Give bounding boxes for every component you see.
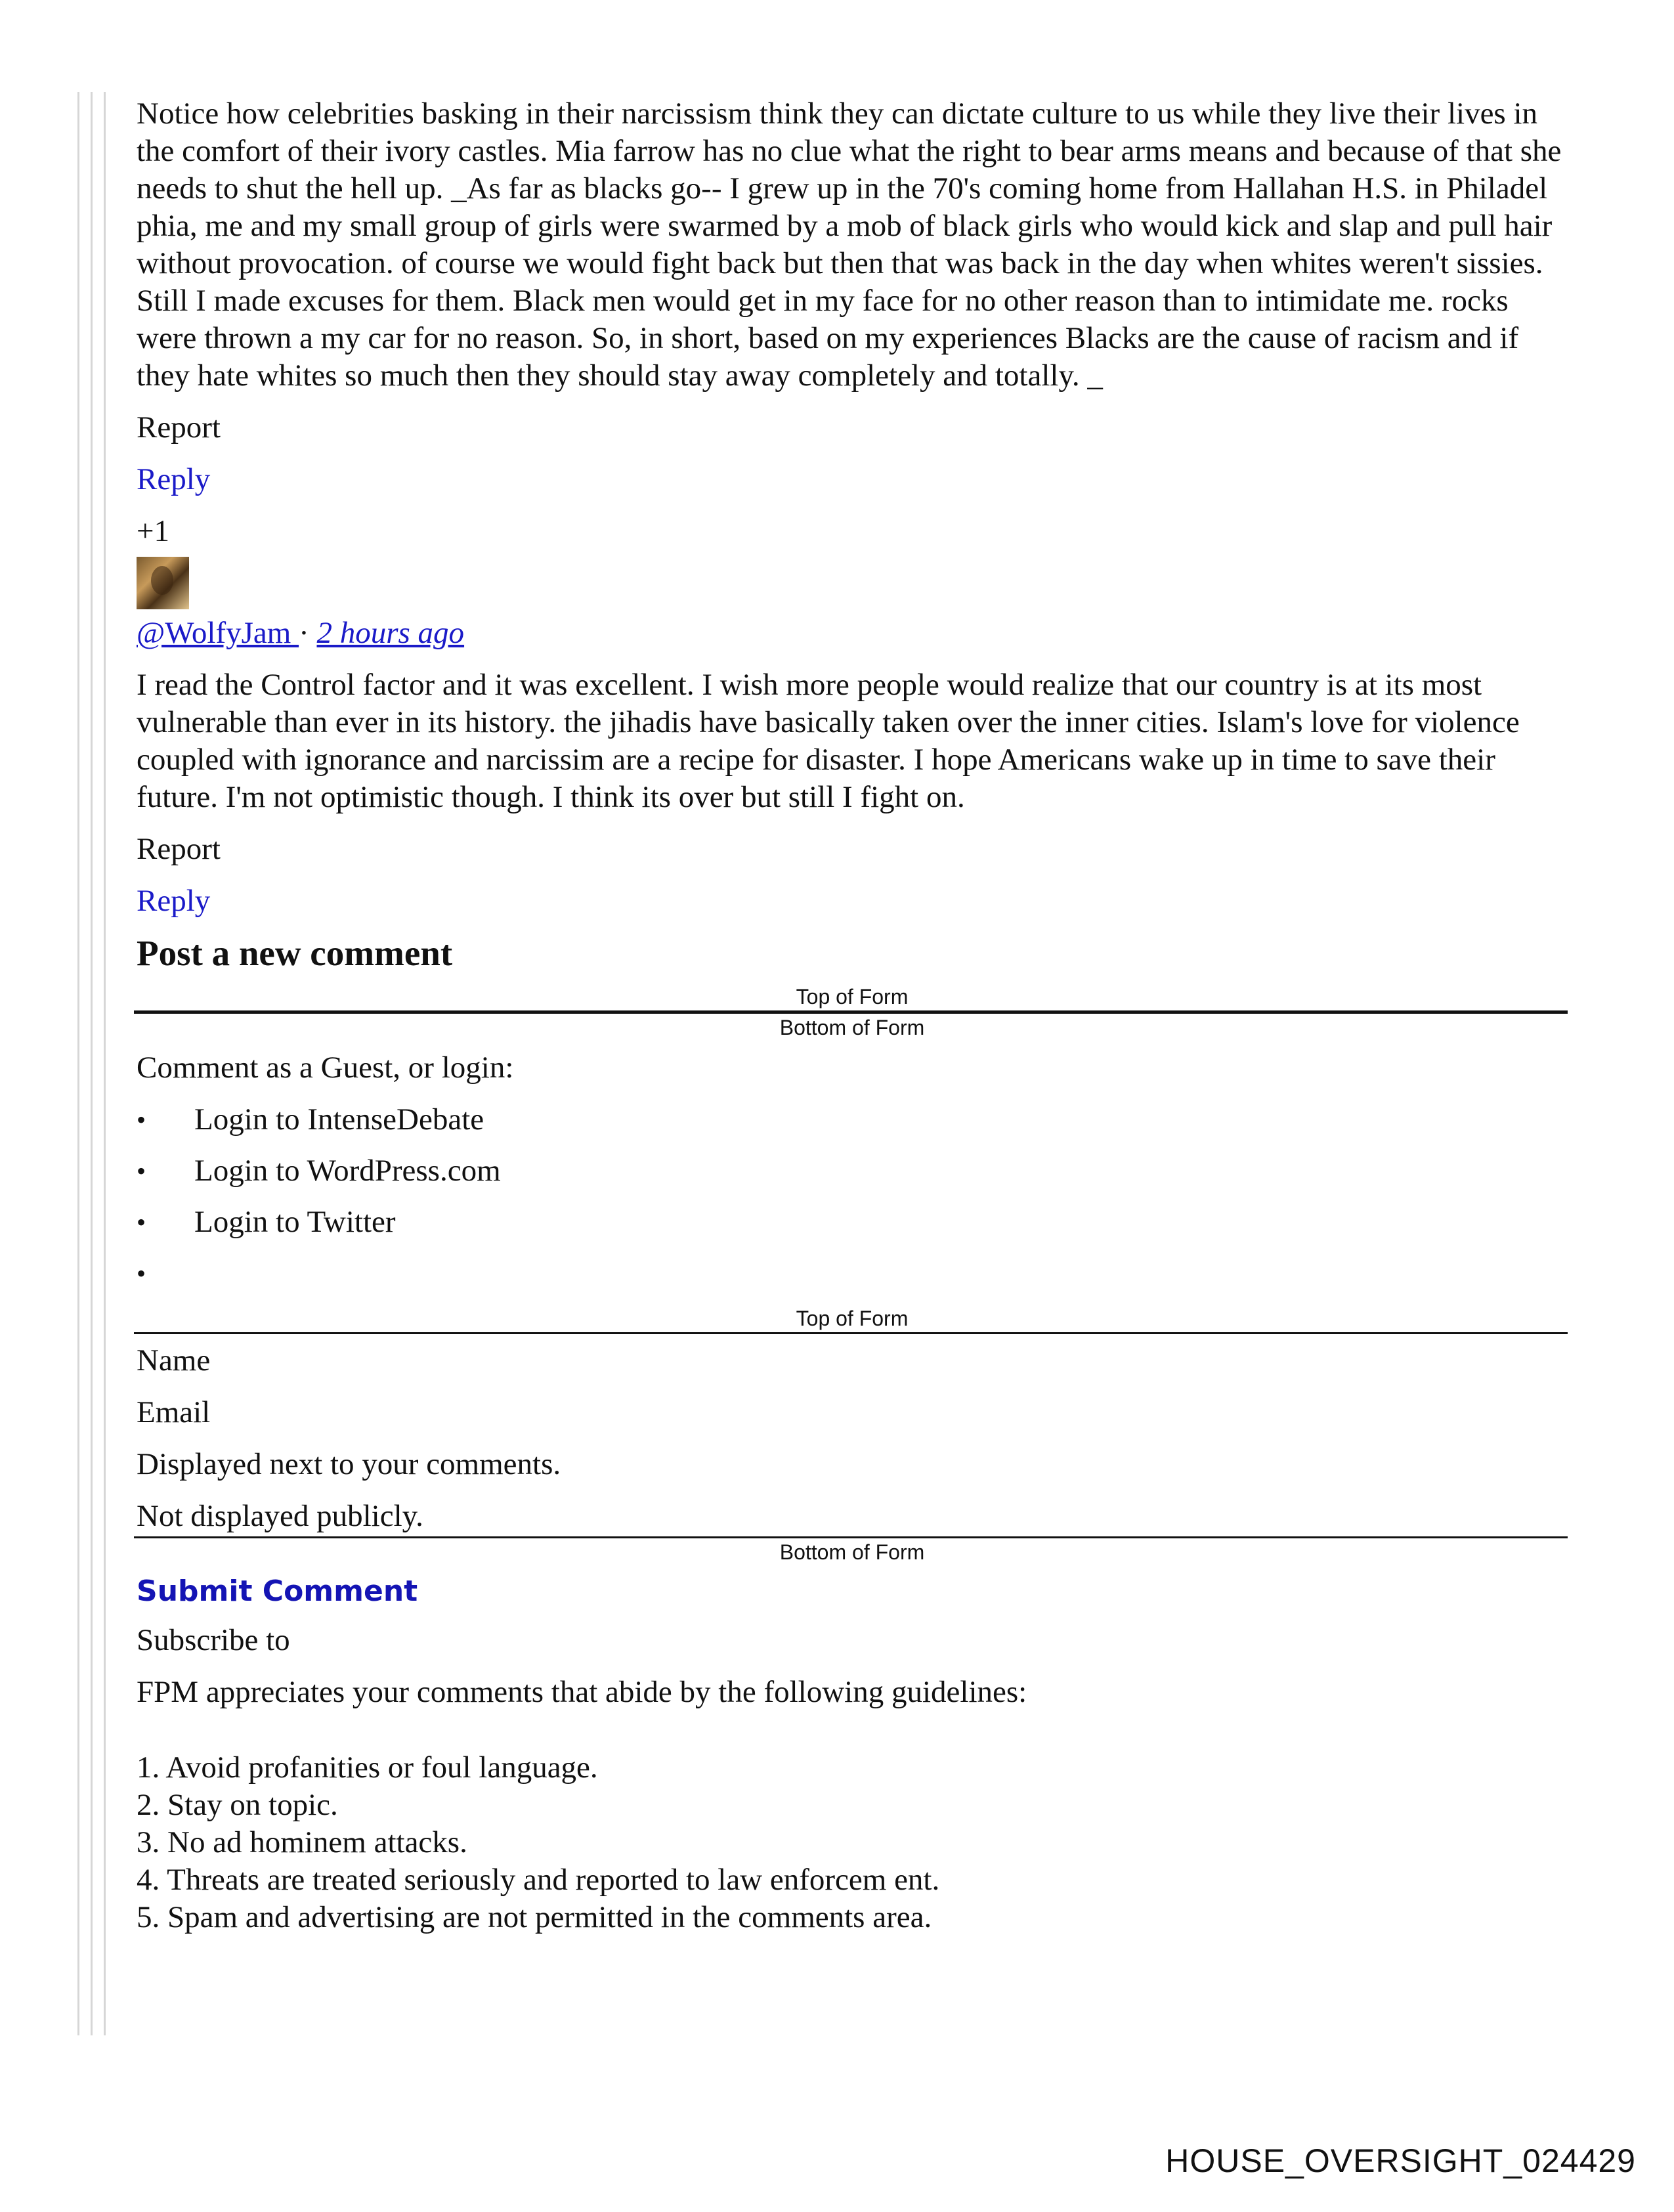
form-boundary-top [137, 984, 1568, 1040]
comment [137, 557, 1568, 920]
meta-separator: · [299, 616, 317, 650]
timestamp-link[interactable]: 2 hours ago [316, 616, 465, 650]
submit-comment-button[interactable]: Submit Comment [137, 1574, 418, 1608]
bottom-of-form-label: Bottom of Form [779, 1540, 925, 1564]
document-id: HOUSE_OVERSIGHT_024429 [1165, 2142, 1636, 2179]
login-options [137, 1101, 1568, 1292]
bottom-of-form-label: Bottom of Form [779, 1016, 925, 1039]
form-divider [134, 1010, 1568, 1014]
report-link[interactable]: Report [137, 832, 221, 866]
name-hint: Displayed next to your comments. [137, 1447, 561, 1481]
avatar[interactable] [137, 557, 189, 609]
author-link[interactable]: @WolfyJam [137, 616, 299, 650]
login-wordpress[interactable]: • Login to WordPress.com [137, 1152, 1568, 1190]
comments-column [137, 95, 1568, 1936]
comment [137, 95, 1568, 550]
guideline-item: 1. Avoid profanities or foul language. [137, 1750, 598, 1785]
login-intensedebate[interactable]: • Login to IntenseDebate [137, 1101, 1568, 1139]
form-boundary-guest [137, 1306, 1568, 1334]
form-divider [134, 1332, 1568, 1334]
guideline-item: 3. No ad hominem attacks. [137, 1825, 467, 1859]
form-divider [134, 1536, 1568, 1538]
report-link[interactable]: Report [137, 410, 221, 445]
email-label: Email [137, 1395, 211, 1429]
guideline-item: 4. Threats are treated seriously and reported to law enforcem ent. [137, 1863, 940, 1897]
subscribe-label: Subscribe to [137, 1623, 290, 1657]
reply-link[interactable]: Reply [137, 462, 211, 496]
vote-score: +1 [137, 514, 170, 548]
thread-indent-rules [77, 92, 117, 2035]
post-comment-heading: Post a new comment [137, 933, 453, 973]
top-of-form-label: Top of Form [796, 1307, 909, 1330]
guest-prompt: Comment as a Guest, or login: [137, 1051, 514, 1085]
email-hint: Not displayed publicly. [137, 1499, 423, 1533]
guideline-item: 2. Stay on topic. [137, 1788, 338, 1822]
top-of-form-label: Top of Form [796, 985, 909, 1008]
login-empty[interactable] [137, 1255, 1568, 1292]
name-label: Name [137, 1343, 211, 1377]
guideline-item: 5. Spam and advertising are not permitted in the comments area. [137, 1900, 932, 1934]
guidelines-intro: FPM appreciates your comments that abide by the following guidelines: [137, 1675, 1027, 1709]
comment-meta [137, 615, 1568, 652]
comment-body: Notice how celebrities basking in their narcissism think they can dictate culture to us while they live their lives in the comfort of their ivory castles. Mia farrow has no clue what the right to bear arms means and because of that she needs to shut the hell up. _As far as blacks go-- I grew up in the 70's coming home from Hallahan H.S. in Philadel phia, me and my small group of girls were swarmed by a mob of black girls who would kick and slap and pull hair without provocation. of course we would fight back but then that was back in the day when whites weren't sissies. Still I made excuses for them. Black men would get in my face for no other reason than to intimidate me. rocks were thrown a my car for no reason. So, in short, based on my experiences Blacks are the cause of racism and if they hate whites so much then they should stay away completely and totally. _ [137, 97, 1562, 393]
form-boundary-bottom [137, 1536, 1568, 1565]
login-twitter[interactable]: • Login to Twitter [137, 1204, 1568, 1241]
guidelines-list [137, 1749, 1568, 1936]
comment-body: I read the Control factor and it was excellent. I wish more people would realize that our country is at its most vulnerable than ever in its history. the jihadis have basically taken over the inner cities. Islam's love for violence coupled with ignorance and narcissim are a recipe for disaster. I hope Americans wake up in time to save their future. I'm not optimistic though. I think its over but still I fight on. [137, 668, 1520, 814]
reply-link[interactable]: Reply [137, 884, 211, 918]
